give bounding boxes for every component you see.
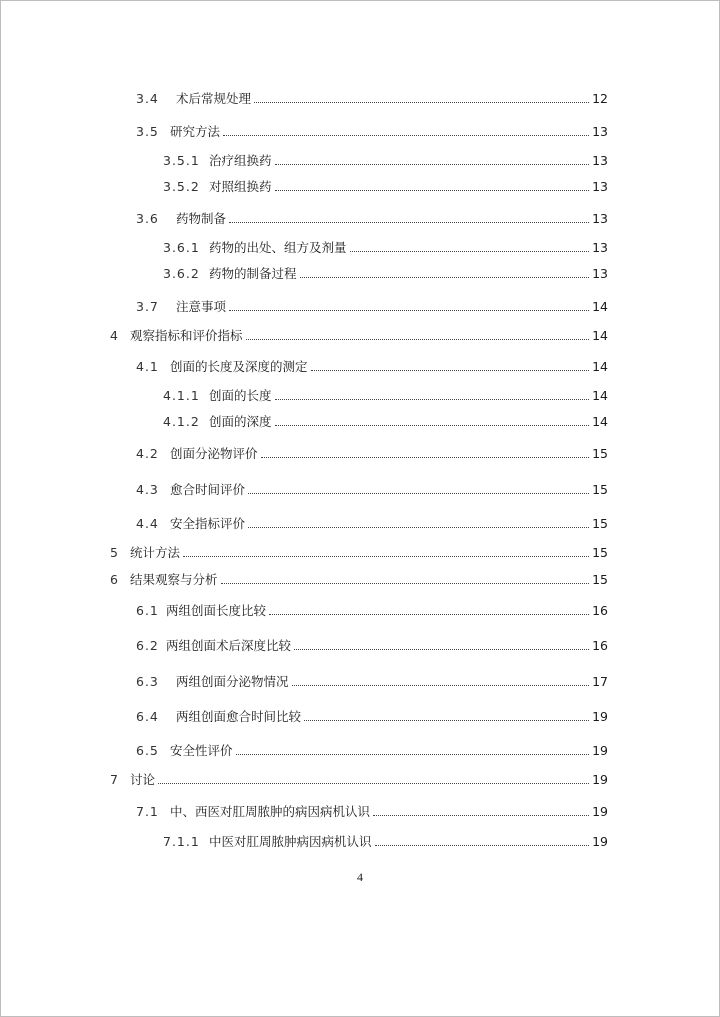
- toc-title: 中医对肛周脓肿病因病机认识: [209, 834, 372, 849]
- toc-number: 4.4: [136, 516, 159, 531]
- toc-title: 术后常规处理: [176, 91, 252, 106]
- toc-leader-dots: [275, 399, 590, 400]
- toc-entry-3-5[interactable]: [136, 122, 608, 140]
- toc-number: 7: [110, 772, 119, 787]
- toc-page: 19: [592, 743, 608, 758]
- toc-page: 19: [592, 834, 608, 849]
- toc-leader-dots: [304, 720, 589, 721]
- toc-number: 3.6.2: [163, 266, 200, 281]
- toc-leader-dots: [246, 339, 590, 340]
- toc-title: 药物制备: [176, 211, 227, 226]
- toc-number: 6.5: [136, 743, 159, 758]
- toc-page: 15: [592, 545, 608, 560]
- toc-page: 16: [592, 603, 608, 618]
- toc-leader-dots: [236, 754, 590, 755]
- toc-title: 两组创面长度比较: [166, 603, 267, 618]
- toc-leader-dots: [229, 310, 589, 311]
- toc-title: 两组创面术后深度比较: [166, 638, 292, 653]
- toc-number: 5: [110, 545, 119, 560]
- toc-number: 4.1: [136, 359, 159, 374]
- toc-leader-dots: [375, 845, 590, 846]
- toc-entry-6[interactable]: [110, 570, 608, 588]
- toc-title: 安全指标评价: [170, 516, 246, 531]
- toc-entry-5[interactable]: [110, 543, 608, 561]
- toc-leader-dots: [275, 425, 590, 426]
- toc-title: 创面的长度及深度的测定: [170, 359, 308, 374]
- toc-title: 注意事项: [176, 299, 227, 314]
- toc-page: 14: [592, 299, 608, 314]
- toc-entry-3-6-1[interactable]: [163, 238, 608, 256]
- toc-number: 6.4: [136, 709, 159, 724]
- toc-leader-dots: [350, 251, 590, 252]
- toc-entry-3-5-1[interactable]: [163, 151, 608, 169]
- toc-page: 14: [592, 359, 608, 374]
- toc-title: 对照组换药: [209, 179, 272, 194]
- toc-page: 17: [592, 674, 608, 689]
- toc-number: 4.3: [136, 482, 159, 497]
- toc-number: 3.4: [136, 91, 159, 106]
- toc-entry-7[interactable]: [110, 770, 608, 788]
- toc-number: 6.1: [136, 603, 159, 618]
- toc-number: 4.2: [136, 446, 159, 461]
- toc-leader-dots: [248, 527, 589, 528]
- toc-page: 19: [592, 709, 608, 724]
- toc-page: 12: [592, 91, 608, 106]
- toc-title: 两组创面分泌物情况: [176, 674, 289, 689]
- toc-page: 13: [592, 240, 608, 255]
- toc-number: 6: [110, 572, 119, 587]
- toc-entry-6-4[interactable]: [136, 707, 608, 725]
- toc-number: 3.6.1: [163, 240, 200, 255]
- toc-page: 19: [592, 772, 608, 787]
- toc-page: 13: [592, 266, 608, 281]
- toc-number: 4: [110, 328, 119, 343]
- toc-entry-3-6-2[interactable]: [163, 264, 608, 282]
- toc-entry-6-2[interactable]: [136, 636, 608, 654]
- toc-title: 药物的出处、组方及剂量: [209, 240, 347, 255]
- toc-page: 13: [592, 153, 608, 168]
- toc-leader-dots: [254, 102, 589, 103]
- toc-leader-dots: [248, 493, 589, 494]
- toc-leader-dots: [311, 370, 590, 371]
- toc-leader-dots: [373, 815, 589, 816]
- page-number: 4: [357, 870, 363, 884]
- toc-title: 两组创面愈合时间比较: [176, 709, 302, 724]
- toc-entry-7-1-1[interactable]: [163, 832, 608, 850]
- toc-number: 6.3: [136, 674, 159, 689]
- toc-page: 15: [592, 482, 608, 497]
- toc-number: 6.2: [136, 638, 159, 653]
- toc-title: 愈合时间评价: [170, 482, 246, 497]
- toc-title: 研究方法: [170, 124, 221, 139]
- toc-title: 创面的长度: [209, 388, 272, 403]
- toc-leader-dots: [223, 135, 589, 136]
- toc-leader-dots: [275, 190, 590, 191]
- toc-leader-dots: [269, 614, 589, 615]
- toc-number: 4.1.2: [163, 414, 200, 429]
- toc-page: 13: [592, 179, 608, 194]
- toc-leader-dots: [221, 583, 590, 584]
- toc-entry-3-5-2[interactable]: [163, 177, 608, 195]
- toc-page: 13: [592, 124, 608, 139]
- toc-title: 药物的制备过程: [209, 266, 297, 281]
- toc-leader-dots: [183, 556, 589, 557]
- toc-leader-dots: [294, 649, 589, 650]
- toc-number: 3.5.1: [163, 153, 200, 168]
- toc-entry-3-7[interactable]: [136, 297, 608, 315]
- toc-entry-4-2[interactable]: [136, 444, 608, 462]
- toc-number: 3.5: [136, 124, 159, 139]
- toc-entry-7-1[interactable]: [136, 802, 608, 820]
- toc-title: 创面的深度: [209, 414, 272, 429]
- toc-leader-dots: [300, 277, 590, 278]
- toc-leader-dots: [261, 457, 590, 458]
- toc-page: 16: [592, 638, 608, 653]
- toc-leader-dots: [292, 685, 590, 686]
- toc-page: 14: [592, 414, 608, 429]
- toc-page: 15: [592, 516, 608, 531]
- toc-entry-6-3[interactable]: [136, 672, 608, 690]
- toc-entry-6-5[interactable]: [136, 741, 608, 759]
- toc-entry-6-1[interactable]: [136, 601, 608, 619]
- toc-page: 13: [592, 211, 608, 226]
- toc-number: 4.1.1: [163, 388, 200, 403]
- toc-entry-4-1-2[interactable]: [163, 412, 608, 430]
- toc-entry-4-1[interactable]: [136, 357, 608, 375]
- toc-entry-3-6[interactable]: [136, 209, 608, 227]
- toc-entry-4-4[interactable]: [136, 514, 608, 532]
- toc-page: 15: [592, 572, 608, 587]
- toc-leader-dots: [275, 164, 590, 165]
- toc-leader-dots: [229, 222, 589, 223]
- toc-number: 7.1.1: [163, 834, 200, 849]
- toc-entry-4[interactable]: [110, 326, 608, 344]
- toc-title: 讨论: [130, 772, 156, 787]
- toc-title: 中、西医对肛周脓肿的病因病机认识: [170, 804, 371, 819]
- toc-title: 安全性评价: [170, 743, 233, 758]
- toc-page: 15: [592, 446, 608, 461]
- toc-title: 结果观察与分析: [130, 572, 218, 587]
- toc-entry-3-4[interactable]: [136, 89, 608, 107]
- toc-page: 14: [592, 388, 608, 403]
- toc-number: 3.7: [136, 299, 159, 314]
- toc-leader-dots: [158, 783, 589, 784]
- toc-entry-4-1-1[interactable]: [163, 386, 608, 404]
- toc-page: 19: [592, 804, 608, 819]
- toc-title: 治疗组换药: [209, 153, 272, 168]
- toc-title: 统计方法: [130, 545, 181, 560]
- toc-title: 观察指标和评价指标: [130, 328, 243, 343]
- toc-title: 创面分泌物评价: [170, 446, 258, 461]
- toc-number: 7.1: [136, 804, 159, 819]
- toc-entry-4-3[interactable]: [136, 480, 608, 498]
- toc-number: 3.5.2: [163, 179, 200, 194]
- toc-number: 3.6: [136, 211, 159, 226]
- toc-page: 14: [592, 328, 608, 343]
